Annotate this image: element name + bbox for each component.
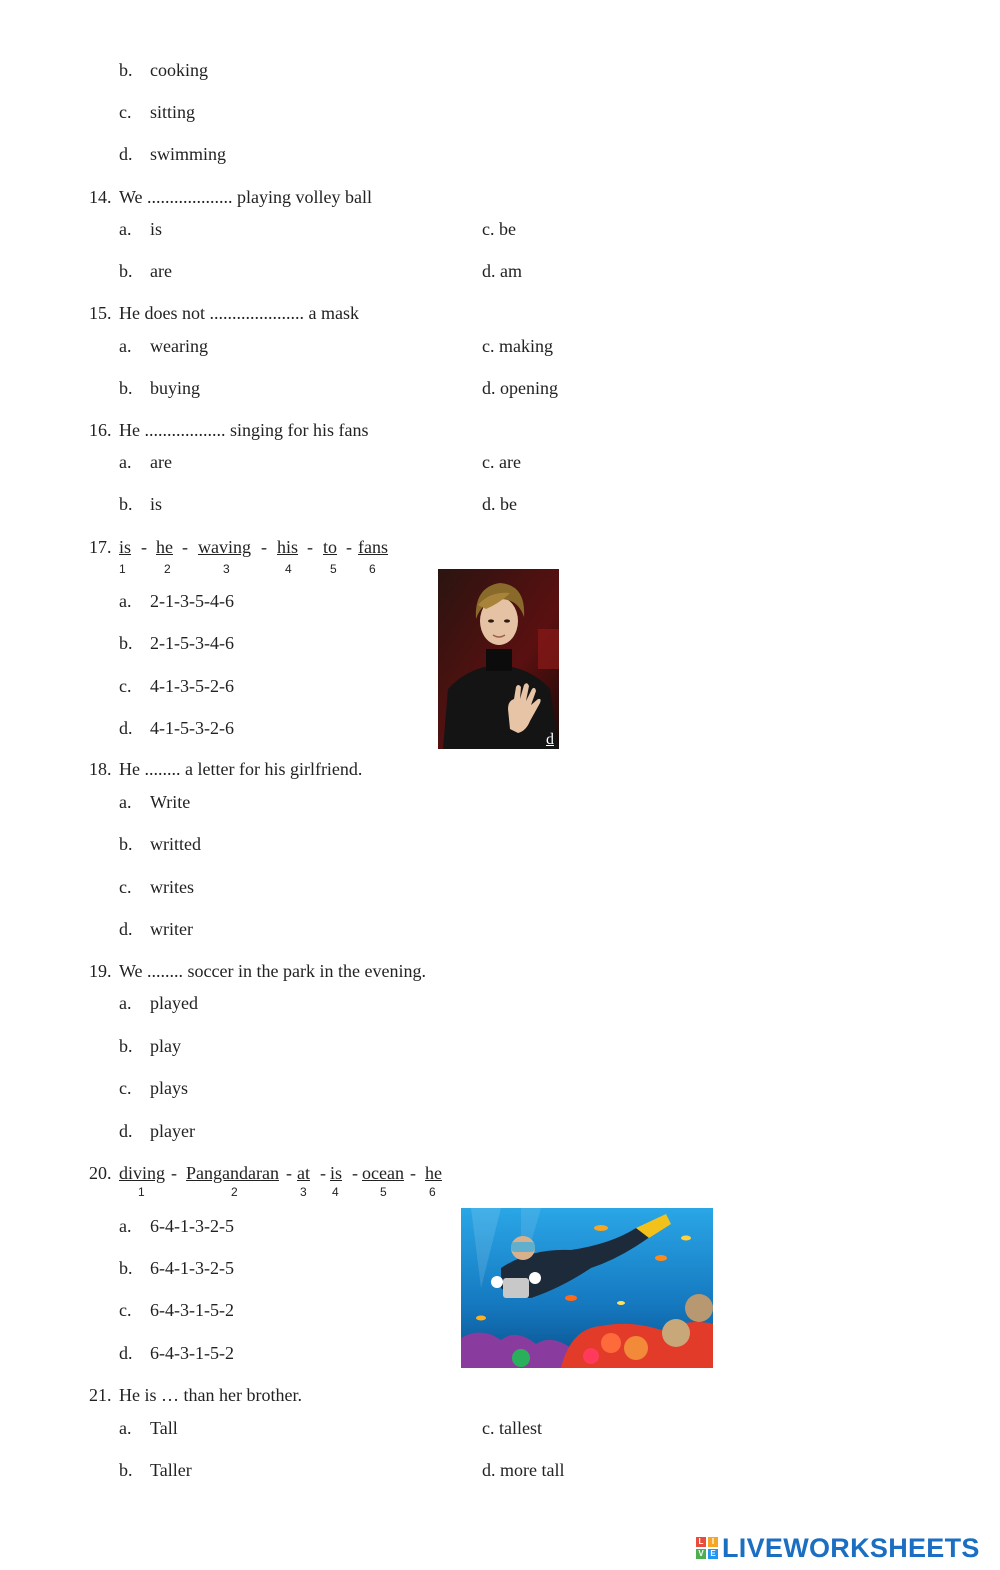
q17-word-6: fans (358, 537, 388, 557)
logo-tile: V (696, 1549, 706, 1559)
q21-option-a[interactable]: a. Tall (119, 1418, 178, 1438)
question-18: 18. He ........ a letter for his girlfriend. (89, 759, 363, 779)
q20-sep: - (171, 1163, 177, 1183)
q20-word-6: he (425, 1163, 442, 1183)
q19-option-b[interactable]: b. play (119, 1036, 181, 1056)
q17-num-6: 6 (369, 562, 376, 576)
q14-option-a[interactable]: a. is (119, 219, 163, 239)
q20-sep: - (286, 1163, 292, 1183)
q20-sep: - (352, 1163, 358, 1183)
q20-num-4: 4 (332, 1185, 339, 1199)
q16-option-a[interactable]: a. are (119, 452, 172, 472)
q17-sep: - (182, 537, 188, 557)
question-21: 21. He is … than her brother. (89, 1385, 302, 1405)
logo-tiles (696, 1537, 718, 1559)
photo-person-waving (438, 569, 559, 749)
q21-option-c[interactable]: c. tallest (482, 1418, 542, 1438)
question-17-label: 17. (89, 537, 112, 557)
q20-sep: - (410, 1163, 416, 1183)
q20-num-6: 6 (429, 1185, 436, 1199)
q16-option-c[interactable]: c. are (482, 452, 521, 472)
q17-sep: - (346, 537, 352, 557)
q17-option-b[interactable]: b. 2-1-5-3-4-6 (119, 633, 234, 653)
q17-word-1: is (119, 537, 132, 557)
q17-option-c[interactable]: c. 4-1-3-5-2-6 (119, 676, 234, 696)
q17-num-3: 3 (223, 562, 230, 576)
q20-word-5: ocean (362, 1163, 404, 1183)
q20-option-c[interactable]: c. 6-4-3-1-5-2 (119, 1300, 234, 1320)
q19-option-c[interactable]: c. plays (119, 1078, 188, 1098)
q20-num-2: 2 (231, 1185, 238, 1199)
q20-num-5: 5 (380, 1185, 387, 1199)
option-b[interactable]: b. cooking (119, 60, 208, 80)
q20-word-3: at (297, 1163, 310, 1183)
q20-sep: - (320, 1163, 326, 1183)
logo-tile: L (696, 1537, 706, 1547)
q17-word-5: to (323, 537, 338, 557)
q20-word-1: diving (119, 1163, 166, 1183)
q14-option-c[interactable]: c. be (482, 219, 516, 239)
q20-num-3: 3 (300, 1185, 307, 1199)
q20-option-d[interactable]: d. 6-4-3-1-5-2 (119, 1343, 234, 1363)
q15-option-a[interactable]: a. wearing (119, 336, 208, 356)
logo-tile: E (708, 1549, 718, 1559)
q20-word-4: is (330, 1163, 343, 1183)
q17-word-2: he (156, 537, 173, 557)
option-d[interactable]: d. swimming (119, 144, 227, 164)
q17-word-4: his (277, 537, 299, 557)
q16-option-b[interactable]: b. is (119, 494, 163, 514)
question-15: 15. He does not ..................... a mask (89, 303, 359, 323)
q15-option-b[interactable]: b. buying (119, 378, 201, 398)
q17-num-2: 2 (164, 562, 171, 576)
q14-option-b[interactable]: b. are (119, 261, 172, 281)
q18-option-a[interactable]: a. Write (119, 792, 191, 812)
question-14: 14. We ................... playing volley ball (89, 187, 373, 207)
q17-sep: - (141, 537, 147, 557)
q20-option-b[interactable]: b. 6-4-1-3-2-5 (119, 1258, 234, 1278)
q19-option-d[interactable]: d. player (119, 1121, 195, 1141)
logo-tile: I (708, 1537, 718, 1547)
photo-corner-letter: d (546, 731, 554, 748)
q17-option-d[interactable]: d. 4-1-5-3-2-6 (119, 718, 234, 738)
option-c[interactable]: c. sitting (119, 102, 196, 122)
q21-option-d[interactable]: d. more tall (482, 1460, 565, 1480)
q18-option-c[interactable]: c. writes (119, 877, 194, 897)
q21-option-b[interactable]: b. Taller (119, 1460, 192, 1480)
q17-sep: - (261, 537, 267, 557)
q17-sep: - (307, 537, 313, 557)
q19-option-a[interactable]: a. played (119, 993, 198, 1013)
q17-num-1: 1 (119, 562, 126, 576)
photo-scuba-diver (461, 1208, 713, 1368)
question-16: 16. He .................. singing for his fans (89, 420, 369, 440)
q17-word-3: waving (198, 537, 251, 557)
liveworksheets-logo[interactable] (696, 1533, 980, 1563)
question-19: 19. We ........ soccer in the park in the evening. (89, 961, 426, 981)
q17-option-a[interactable]: a. 2-1-3-5-4-6 (119, 591, 234, 611)
q18-option-d[interactable]: d. writer (119, 919, 193, 939)
q18-option-b[interactable]: b. writted (119, 834, 201, 854)
q20-option-a[interactable]: a. 6-4-1-3-2-5 (119, 1216, 234, 1236)
q15-option-d[interactable]: d. opening (482, 378, 558, 398)
logo-text: LIVEWORKSHEETS (722, 1532, 980, 1563)
q17-num-5: 5 (330, 562, 337, 576)
q14-option-d[interactable]: d. am (482, 261, 522, 281)
q16-option-d[interactable]: d. be (482, 494, 517, 514)
q20-num-1: 1 (138, 1185, 145, 1199)
q20-word-2: Pangandaran (186, 1163, 279, 1183)
q17-num-4: 4 (285, 562, 292, 576)
q15-option-c[interactable]: c. making (482, 336, 553, 356)
question-20-label: 20. (89, 1163, 112, 1183)
